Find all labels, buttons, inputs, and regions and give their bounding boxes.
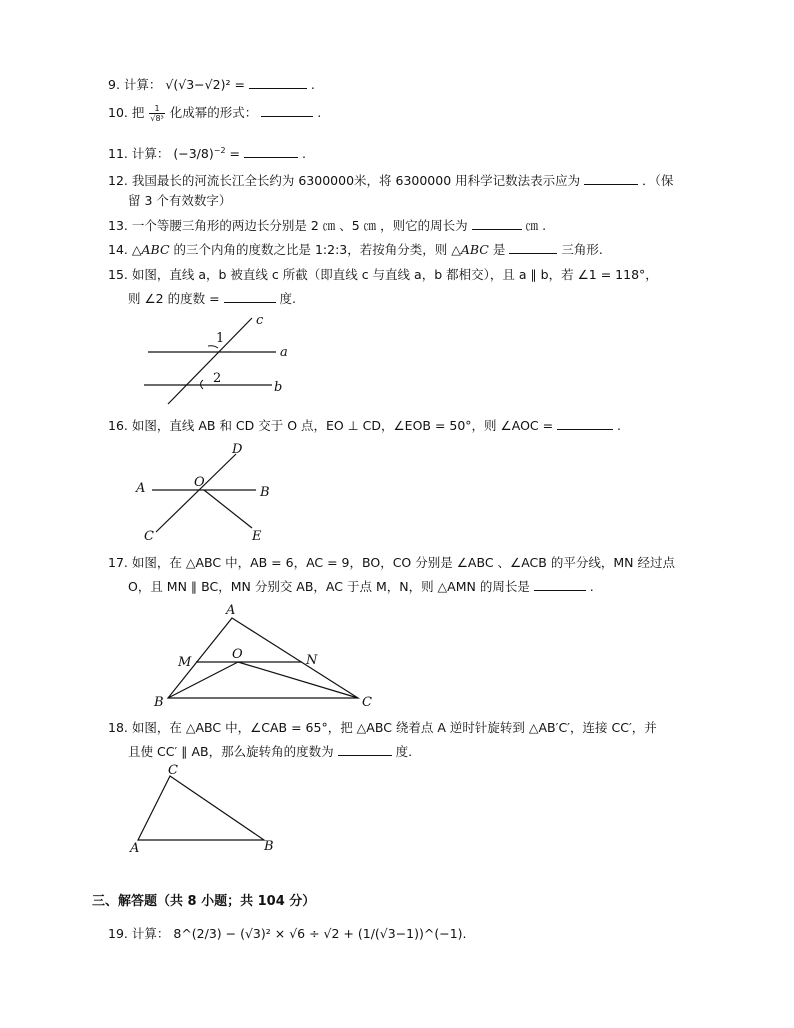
period: .	[589, 579, 594, 594]
fraction-denominator: √8³	[150, 114, 164, 123]
label-N: N	[306, 653, 318, 668]
figure-intersecting-lines	[132, 440, 292, 548]
question-number: 16.	[108, 418, 128, 433]
label-C: C	[168, 763, 178, 778]
period: .	[462, 926, 467, 941]
question-number: 17.	[108, 555, 128, 570]
math-expression: 8^(2/3) − (√3)² × √6 ÷ √2 + (1/(√3−1))^(−1)	[173, 926, 463, 941]
question-text: 度.	[279, 291, 296, 306]
question-number: 15.	[108, 267, 128, 282]
period: .	[317, 105, 322, 120]
equals-sign: =	[234, 77, 249, 92]
equals-sign: =	[229, 146, 244, 162]
line-cd	[156, 454, 236, 532]
question-17-line2	[128, 578, 594, 596]
label-angle-2: 2	[213, 371, 222, 386]
label-c: c	[256, 313, 264, 328]
question-text: 计算：	[131, 146, 170, 162]
period: .	[617, 418, 622, 433]
question-16	[108, 417, 621, 435]
label-D: D	[232, 442, 243, 457]
exponent: −2	[213, 146, 226, 155]
question-number: 9.	[108, 77, 120, 92]
question-text: 的三个内角的度数之比是 1:2:3，若按角分类，则 △	[169, 242, 461, 257]
label-E: E	[252, 529, 262, 544]
triangle-abc	[138, 776, 264, 840]
triangle-name: ABC	[460, 242, 489, 257]
question-text: 是	[488, 242, 506, 257]
question-text: 且使 CC′ ∥ AB，那么旋转角的度数为	[128, 744, 334, 759]
label-B: B	[154, 695, 164, 710]
question-number: 14.	[108, 242, 128, 257]
question-text: 计算：	[123, 77, 162, 92]
question-18	[108, 719, 657, 737]
question-text: 度.	[395, 744, 413, 759]
answer-blank[interactable]	[261, 104, 313, 117]
answer-blank[interactable]	[249, 76, 307, 89]
label-C: C	[144, 529, 154, 544]
label-B: B	[264, 839, 274, 854]
fraction-numerator: 1	[149, 104, 164, 114]
label-M: M	[178, 655, 192, 670]
question-number: 19.	[108, 926, 128, 941]
question-17	[108, 554, 675, 572]
question-text: 我国最长的河流长江全长约为 6300000米，将 6300000 用科学记数法表示应为	[131, 173, 581, 188]
answer-blank[interactable]	[224, 290, 276, 303]
label-O: O	[232, 647, 243, 662]
section-heading: 三、解答题（共 8 小题；共 104 分）	[92, 894, 316, 909]
question-text: 化成幂的形式：	[169, 105, 258, 120]
question-text: O，且 MN ∥ BC，MN 分别交 AB，AC 于点 M，N，则 △AMN 的周长是	[128, 579, 530, 594]
period: .	[310, 77, 315, 92]
figure-triangle-rotation	[128, 762, 288, 862]
answer-blank[interactable]	[509, 241, 557, 254]
question-number: 18.	[108, 720, 128, 735]
question-10	[108, 104, 321, 123]
question-text: 一个等腰三角形的两边长分别是 2 ㎝ 、5 ㎝ ，则它的周长为	[131, 218, 468, 233]
question-text: 则 ∠2 的度数 =	[128, 291, 224, 306]
figure-parallel-lines	[140, 312, 300, 408]
question-9	[108, 76, 315, 94]
question-number: 12.	[108, 173, 128, 188]
question-text: 如图，在 △ABC 中，∠CAB = 65°，把 △ABC 绕着点 A 逆时针旋转到 △AB′C′，连接 CC′，并	[131, 720, 657, 735]
question-text: 把	[131, 105, 149, 120]
question-19	[108, 925, 467, 943]
label-a: a	[280, 345, 288, 360]
answer-blank[interactable]	[472, 217, 522, 230]
question-number: 11.	[108, 146, 128, 162]
question-number: 10.	[108, 105, 128, 120]
answer-blank[interactable]	[534, 578, 586, 591]
label-A: A	[130, 841, 140, 856]
answer-blank[interactable]	[338, 743, 392, 756]
label-O: O	[194, 475, 205, 490]
angle-1-arc	[208, 346, 218, 348]
line-oe	[204, 490, 252, 528]
question-text: ．（保	[642, 173, 674, 188]
math-expression: (−3/8)	[173, 146, 214, 162]
triangle-abc	[168, 618, 358, 698]
question-text: 三角形.	[561, 242, 603, 257]
question-text: ㎝ .	[525, 218, 547, 233]
answer-blank[interactable]	[244, 145, 298, 158]
math-expression: √(√3−√2)²	[165, 77, 231, 92]
fraction	[149, 104, 164, 123]
period: .	[301, 146, 306, 162]
triangle-name: ABC	[141, 242, 170, 257]
triangle-symbol: △	[131, 242, 142, 257]
question-text: 如图，直线 a，b 被直线 c 所截（即直线 c 与直线 a，b 都相交），且 a ∥ b，若 ∠1 = 118°，	[131, 267, 658, 282]
question-11	[108, 142, 306, 163]
figure-triangle-bisectors	[152, 602, 382, 716]
question-text: 如图，在 △ABC 中，AB = 6，AC = 9，BO，CO 分别是 ∠ABC 、∠ACB 的平分线，MN 经过点	[131, 555, 675, 570]
question-13	[108, 217, 546, 235]
question-15-line2	[128, 290, 296, 308]
answer-blank[interactable]	[557, 417, 613, 430]
line-c	[168, 318, 252, 404]
label-b: b	[274, 380, 283, 395]
question-number: 13.	[108, 218, 128, 233]
label-A: A	[226, 603, 236, 618]
label-A: A	[136, 481, 146, 496]
question-text: 计算：	[131, 926, 170, 941]
question-15	[108, 266, 658, 284]
question-12	[108, 172, 673, 190]
question-text: 如图，直线 AB 和 CD 交于 O 点，EO ⊥ CD，∠EOB = 50°，则 ∠AOC =	[131, 418, 558, 433]
question-14	[108, 241, 603, 259]
segment-co	[238, 662, 358, 698]
label-C: C	[362, 695, 372, 710]
label-angle-1: 1	[216, 331, 225, 346]
answer-blank[interactable]	[584, 172, 638, 185]
question-18-line2	[128, 743, 412, 761]
question-12-line2: 留 3 个有效数字）	[128, 193, 232, 208]
label-B: B	[260, 485, 270, 500]
